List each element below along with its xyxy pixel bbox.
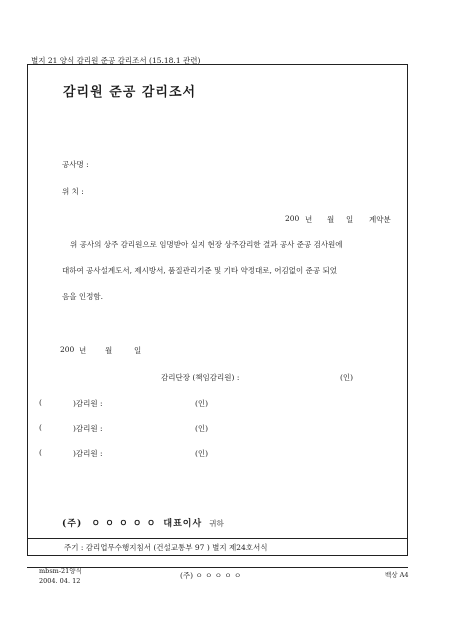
sign-year: 200 bbox=[60, 345, 75, 354]
contract-day-unit: 일 bbox=[346, 215, 354, 224]
chief-supervisor-seal: (인) bbox=[340, 373, 354, 382]
document-title: 감리원 준공 감리조서 bbox=[63, 85, 197, 100]
inspector-seal: (인) bbox=[195, 424, 209, 433]
recipient-prefix: (주) bbox=[62, 519, 83, 529]
recipient-title: 대표이사 bbox=[163, 519, 203, 529]
inspector-label: )감리원 : bbox=[73, 399, 103, 408]
chief-supervisor-label: 감리단장 (책임감리원) : bbox=[161, 373, 240, 382]
contract-month-unit: 월 bbox=[327, 215, 335, 224]
form-note: 주기 : 감리업무수행지침서 (건설교통부 97 ) 별지 제24호서식 bbox=[64, 543, 268, 552]
sign-day-unit: 일 bbox=[134, 346, 142, 355]
inspector-open-paren: ( bbox=[39, 423, 42, 432]
footer-date: 2004. 04. 12 bbox=[39, 577, 81, 585]
form-header-label: 별지 21 양식 감리원 준공 감리조서 (15.18.1 관련) bbox=[31, 56, 201, 65]
recipient-suffix: 귀하 bbox=[209, 519, 224, 528]
location-label: 위 치 : bbox=[62, 187, 84, 196]
note-top-rule bbox=[27, 538, 408, 539]
body-line-1: 위 공사의 상주 감리원으로 임명받아 실지 현장 상주감리한 결과 공사 준공 검사원에 bbox=[70, 240, 343, 249]
sign-month-unit: 월 bbox=[105, 346, 113, 355]
footer-rule bbox=[27, 567, 408, 568]
inspector-seal: (인) bbox=[195, 449, 209, 458]
contract-suffix: 계약분 bbox=[369, 215, 391, 224]
project-name-label: 공사명 : bbox=[62, 160, 89, 169]
inspector-seal: (인) bbox=[195, 399, 209, 408]
recipient-line bbox=[62, 511, 224, 530]
contract-year-unit: 년 bbox=[305, 215, 313, 224]
body-line-2: 대하여 공사설계도서, 제시방서, 품질관리기준 및 기타 약정대로, 어김없이 준공 되었 bbox=[62, 266, 337, 275]
inspector-open-paren: ( bbox=[39, 398, 42, 407]
inspector-label: )감리원 : bbox=[73, 424, 103, 433]
contract-year: 200 bbox=[285, 214, 300, 223]
footer-company: (주) ㅇ ㅇ ㅇ ㅇ ㅇ bbox=[180, 571, 242, 580]
body-line-3: 음을 인정함. bbox=[62, 292, 103, 301]
inspector-open-paren: ( bbox=[39, 448, 42, 457]
inspector-label: )감리원 : bbox=[73, 449, 103, 458]
recipient-company: ㅇ ㅇ ㅇ ㅇ ㅇ bbox=[91, 519, 157, 529]
document-frame bbox=[27, 64, 408, 556]
sign-year-unit: 년 bbox=[79, 346, 87, 355]
footer-paper-size: 백상 A4 bbox=[385, 571, 409, 579]
footer-code: mbsm-21양식 bbox=[39, 567, 82, 575]
